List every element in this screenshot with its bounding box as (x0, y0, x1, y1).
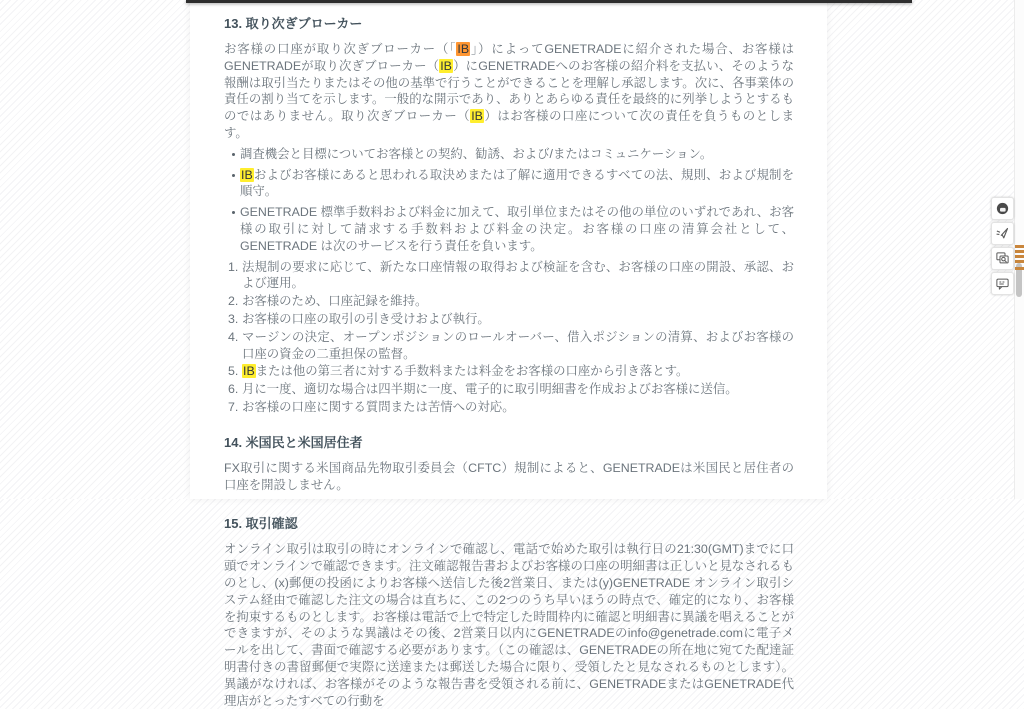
capture-button[interactable] (991, 247, 1014, 270)
section-heading: 15. 取引確認 (224, 516, 298, 532)
capture-icon (995, 251, 1010, 266)
scrollbar-track[interactable] (1014, 0, 1024, 499)
find-match-marker (1015, 250, 1024, 253)
list-item: 調査機会と目標についてお客様との契約、勧誘、および/またはコミュニケーション。 (232, 146, 794, 163)
section-heading: 14. 米国民と米国居住者 (224, 434, 363, 450)
section-us-citizens (224, 436, 794, 494)
avatar-button[interactable] (991, 197, 1014, 220)
document-card (190, 0, 827, 708)
list-item: 法規制の要求に応じて、新たな口座情報の取得および検証を含む、お客様の口座の開設、承認、および運用。 (242, 259, 794, 291)
find-match-marker (1015, 245, 1024, 248)
chat-icon (995, 276, 1010, 291)
section-paragraph: オンライン取引は取引の時にオンラインで確認し、電話で始めた取引は執行日の21:30(GMT)までに口頭でオンラインで確認できます。注文確認報告書およびお客様の口座の明細書は正しいと見なされるものとし、(x)郵便の投函によりお客様へ送信した後2営業日、または(y)GENETRADE オンライン取引システム経由で確認した注文の場合は直ちに、この2つのうち早いほうの時点で、確定的になり、お客様を拘束するものとします。お客様は電話で上で特定した時間枠内に確認と明細書に異議を唱えることができますが、そのような異議はその後、2営業日以内にGENETRADEのinfo@genetrade.comに電子メールを出して、書面で確認する必要があります。（この確認は、GENETRADEの所在地に宛てた配達証明書付きの書留郵便で実際に送達または郵送した場合に限り、受領したと見なされるものとします）。異議がなければ、お客様がそのような報告書を受領される前に、GENETRADEまたはGENETRADE代理店がとったすべての行動を (224, 542, 794, 708)
find-highlight-match: IB (440, 58, 452, 73)
list-item: GENETRADE 標準手数料および料金に加えて、取引単位またはその他の単位のいずれであれ、お客様の取引に対して請求する手数料および料金の決定。お客様の口座の清算会社として、GENETRADE は次のサービスを行う責任を負います。 (232, 204, 794, 254)
find-match-marker (1015, 260, 1024, 263)
extension-toolbar (991, 197, 1014, 297)
list-item: お客様のため、口座記録を維持。 (242, 294, 428, 309)
avatar-icon (995, 201, 1010, 216)
list-item: マージンの決定、オープンポジションのロールオーバー、借入ポジションの清算、およびお客様の口座の資金の二重担保の監督。 (242, 329, 794, 361)
list-item: 月に一度、適切な場合は四半期に一度、電子的に取引明細書を作成およびお客様に送信。 (242, 382, 738, 397)
section-paragraph: FX取引に関する米国商品先物取引委員会（CFTC）規制によると、GENETRADEは米国民と居住者の口座を開設しません。 (224, 460, 794, 492)
section-trade-confirmation (224, 517, 794, 709)
section-introducing-broker (224, 17, 794, 416)
chat-button[interactable] (991, 272, 1014, 295)
find-match-marker (1015, 267, 1024, 270)
bullet-list (224, 146, 794, 255)
find-highlight-active: IB (457, 42, 470, 56)
send-icon (995, 226, 1010, 241)
find-bar-edge (186, 0, 912, 3)
send-button[interactable] (991, 222, 1014, 245)
numbered-list (224, 259, 794, 416)
list-item: お客様の口座の取引の引き受けおよび執行。 (242, 311, 490, 326)
section-heading: 13. 取り次ぎブローカー (224, 16, 363, 31)
section-paragraph: お客様の口座が取り次ぎブローカー（「IB」）によってGENETRADEに紹介された場合、お客様はGENETRADEが取り次ぎブローカー（IB）にGENETRADEへのお客様の紹介料を支払い、そのような報酬は取引当たりまたはその他の基準で行うことができることを理解し承認します。次に、各事業体の責任の割り当てを示します。一般的な開示であり、ありとあらゆる責任を最終的に列挙しようとするものではありません。取り次ぎブローカー（IB）はお客様の口座について次の責任を負うものとします。 (224, 42, 795, 140)
list-item: お客様の口座に関する質問または苦情への対応。 (242, 399, 515, 414)
find-highlight-match: IB (471, 109, 483, 124)
find-highlight-match: IB (243, 364, 255, 379)
list-item: IBおよびお客様にあると思われる取決めまたは了解に適用できるすべての法、規則、および規制を順守。 (232, 167, 794, 201)
find-highlight-match: IB (241, 167, 253, 182)
find-match-marker (1015, 255, 1024, 258)
list-item: IBまたは他の第三者に対する手数料または料金をお客様の口座から引き落とす。 (243, 364, 689, 379)
